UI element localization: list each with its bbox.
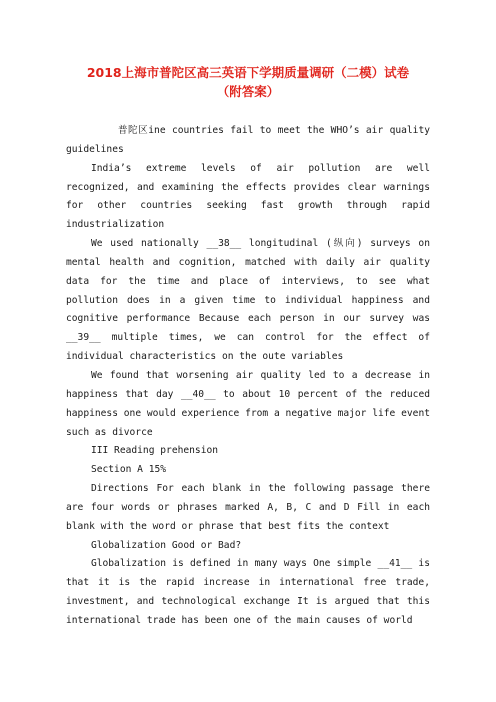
document-title-line2: （附答案） <box>216 84 280 99</box>
paragraph-directions: Directions For each blank in the following passage there are four words or phrases marked A, B, C and D Fill in each blank with the word or phrase that best fits the context <box>66 483 430 532</box>
section-heading-reading: III Reading prehension <box>90 445 219 457</box>
document-title-line1: 2018上海市普陀区高三英语下学期质量调研（二模）试卷 <box>86 65 410 80</box>
paragraph-intro: 普陀区ine countries fail to meet the WHO’s air quality guidelines <box>66 125 430 155</box>
paragraph-globalization: Globalization is defined in many ways One simple __41__ is that it is the rapid increase in international free trade, investment, and technological exchange It is argued that this international trade has been one of the main causes of world <box>66 558 430 626</box>
section-a-label: Section A 15% <box>90 464 167 476</box>
paragraph-india-pollution: India’s extreme levels of air pollution are well recognized, and examining the effects provides clear warnings for other countries seeking fast growth through rapid industrialization <box>66 162 430 231</box>
passage-title: Globalization Good or Bad? <box>90 539 242 551</box>
document-body <box>66 122 430 631</box>
paragraph-findings: We found that worsening air quality led to a decrease in happiness that day __40__ to about 10 percent of the reduced happiness one would experience from a negative major life event such as divorce <box>66 369 430 438</box>
paragraph-surveys: We used nationally __38__ longitudinal (纵向) surveys on mental health and cognition, matched with daily air quality data for the time and place of interviews, to see what pollution does in a given time to individual happiness and cognitive performance Because each person in our survey was __39__ multiple times, we can control for the effect of individual characteristics on the oute variables <box>66 238 430 363</box>
